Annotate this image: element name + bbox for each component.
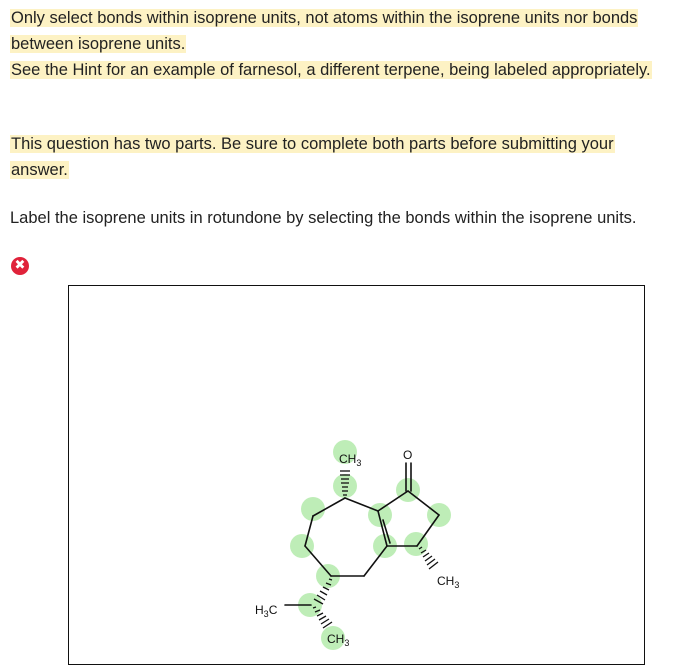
highlight-ring-left[interactable] (290, 534, 314, 558)
instruction-line-2: See the Hint for an example of farnesol, a different terpene, being labeled appropriately. (11, 61, 651, 79)
two-parts-notice (10, 131, 670, 183)
task-prompt: Label the isoprene units in rotundone by selecting the bonds within the isoprene units. (10, 209, 637, 227)
instruction-paragraph (10, 5, 670, 83)
ch3-top-label: $CH_3$ (339, 452, 362, 468)
two-parts-text: This question has two parts. Be sure to complete both parts before submitting your answer. (11, 135, 614, 179)
bond[interactable] (408, 491, 439, 515)
error-x-icon: ✖ (11, 257, 29, 275)
highlight-ring-junction[interactable] (368, 503, 392, 527)
ch3-bottom-label: $CH_3$ (327, 632, 350, 648)
oxygen-label: O (403, 448, 413, 462)
rotundone-structure[interactable] (69, 286, 646, 666)
selection-highlights (290, 440, 451, 650)
h3c-left-label: $H_3C$ (255, 603, 278, 619)
ch3-right-label: $CH_3$ (437, 574, 460, 590)
molecule-canvas[interactable] (68, 285, 645, 665)
instruction-line-1: Only select bonds within isoprene units, not atoms within the isoprene units nor bonds between isoprene units. (11, 9, 638, 53)
bond[interactable] (345, 498, 378, 511)
